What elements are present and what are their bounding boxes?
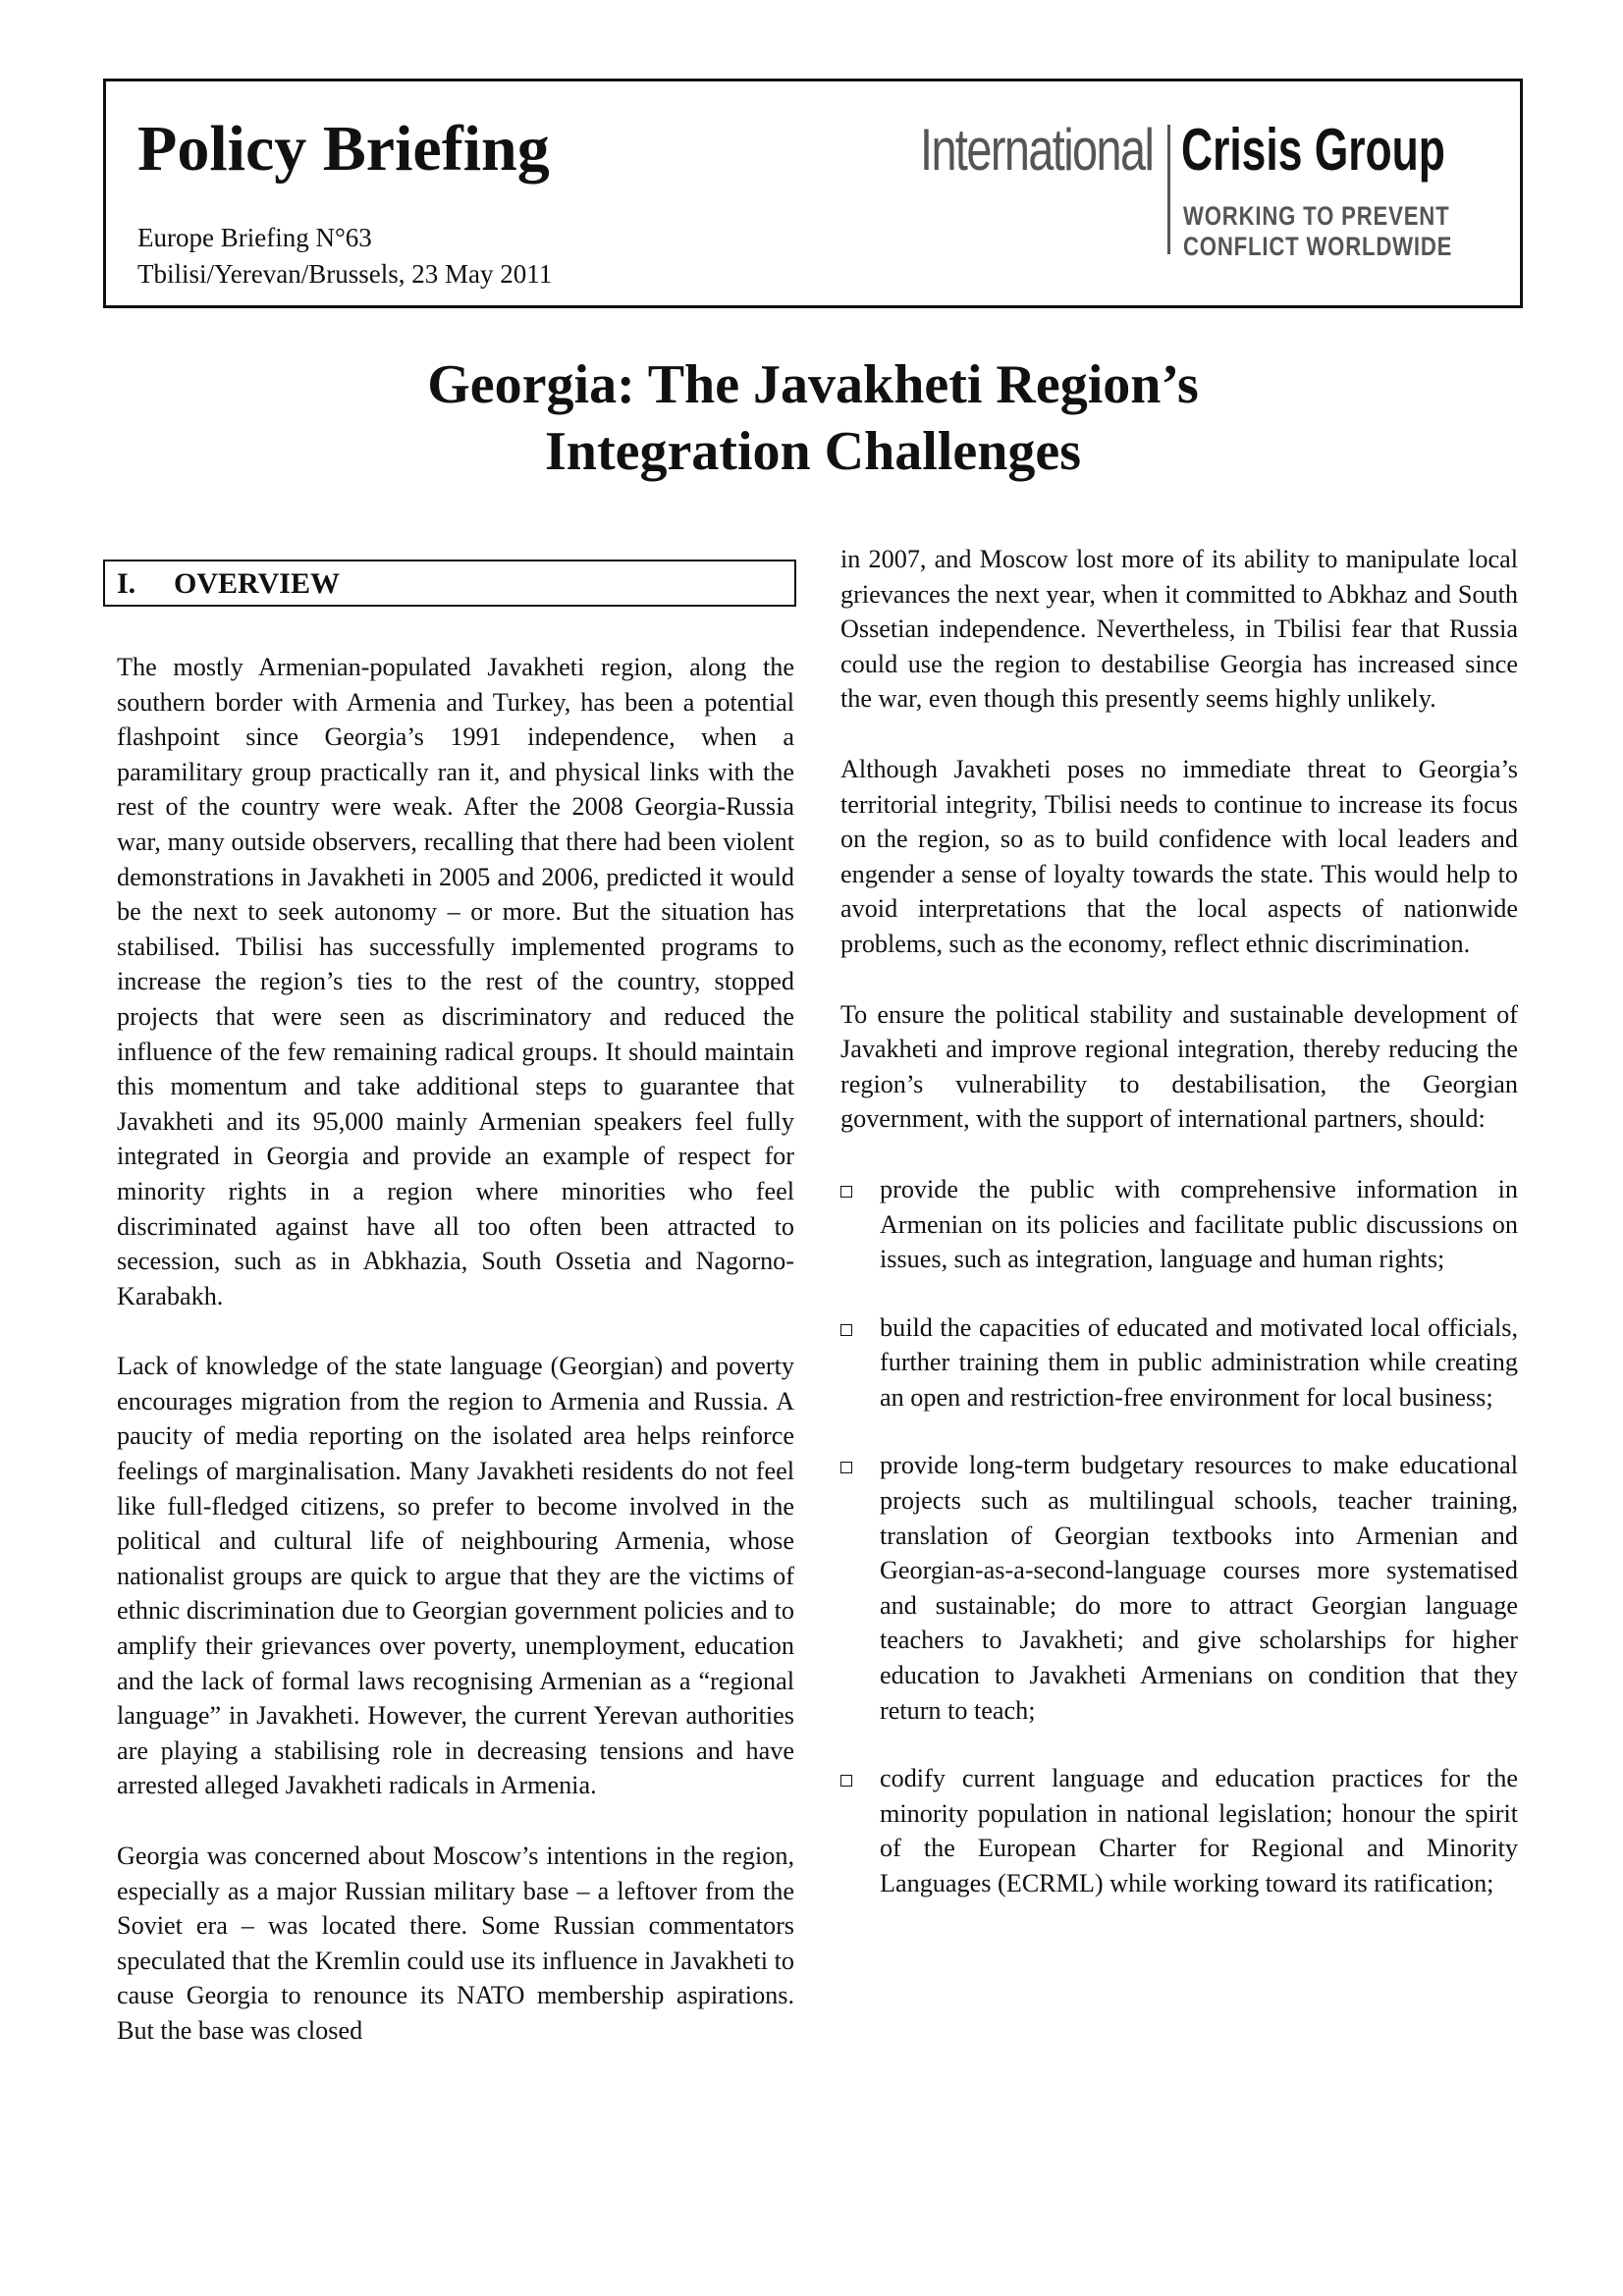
report-title bbox=[103, 351, 1523, 485]
section-number: I. bbox=[117, 567, 136, 600]
checkbox-bullet-icon bbox=[840, 1775, 852, 1787]
document-type: Policy Briefing bbox=[137, 113, 550, 185]
left-column bbox=[117, 560, 794, 2084]
checkbox-bullet-icon bbox=[840, 1324, 852, 1336]
crisis-group-logo bbox=[920, 117, 1494, 261]
overview-paragraph: in 2007, and Moscow lost more of its ability to manipulate local grievances the next year, when it committed to Abkhaz and South Ossetian independence. Nevertheless, in Tbilisi fear that Russia could use the region to destabilise Georgia has increased since the war, even though this presently seems highly unlikely. bbox=[840, 545, 1518, 714]
report-title-line2: Integration Challenges bbox=[545, 421, 1081, 482]
briefing-number: Europe Briefing N°63 bbox=[137, 223, 372, 252]
logo-word-crisis-group: Crisis Group bbox=[1181, 117, 1445, 183]
section-title: OVERVIEW bbox=[174, 567, 340, 600]
right-column bbox=[840, 542, 1518, 1935]
recommendation-text: build the capacities of educated and motivated local officials, further training them in public administration while creating an open and restriction-free environment for local business; bbox=[880, 1312, 1518, 1412]
recommendation-item bbox=[840, 1172, 1518, 1277]
recommendation-item bbox=[840, 1761, 1518, 1900]
overview-paragraph: To ensure the political stability and sustainable development of Javakheti and improve regional integration, thereby reducing the region’s vulnerability to destabilisation, the Georgian government, with the support of international partners, should: bbox=[840, 999, 1518, 1134]
checkbox-bullet-icon bbox=[840, 1462, 852, 1473]
logo-divider bbox=[1167, 125, 1170, 254]
logo-tagline-line1: WORKING TO PREVENT bbox=[1183, 201, 1450, 231]
recommendation-item bbox=[840, 1448, 1518, 1728]
briefing-place-date: Tbilisi/Yerevan/Brussels, 23 May 2011 bbox=[137, 259, 553, 289]
overview-paragraph: Georgia was concerned about Moscow’s intentions in the region, especially as a major Russian military base – a leftover from the Soviet era – was located there. Some Russian commentators speculated that the Kremlin could use its influence in Javakheti to cause Georgia to renounce its NATO membership aspirations. But the base was closed bbox=[117, 1842, 794, 2045]
logo-word-international: International bbox=[920, 117, 1154, 183]
report-title-line1: Georgia: The Javakheti Region’s bbox=[427, 354, 1199, 415]
logo-tagline-line2: CONFLICT WORLDWIDE bbox=[1183, 232, 1453, 261]
section-heading bbox=[103, 560, 796, 607]
recommendation-text: codify current language and education practices for the minority population in national legislation; honour the spirit of the European Charter for Regional and Minority Languages (ECRML) while working toward its ratification; bbox=[880, 1764, 1518, 1897]
checkbox-bullet-icon bbox=[840, 1186, 852, 1198]
overview-paragraph: Lack of knowledge of the state language (Georgian) and poverty encourages migration from the region to Armenia and Russia. A paucity of media reporting on the isolated area helps reinforce feelings of marginalisation. Many Javakheti residents do not feel like full-fledged citizens, so prefer to become involved in the political and cultural life of neighbouring Armenia, whose nationalist groups are quick to argue that they are the victims of ethnic discrimination due to Georgian government policies and to amplify their grievances over poverty, unemployment, education and the lack of formal laws recognising Armenian as a “regional language” in Javakheti. However, the current Yerevan authorities are playing a stabilising role in decreasing tensions and have arrested alleged Javakheti radicals in Armenia. bbox=[117, 1352, 794, 1800]
overview-paragraph: The mostly Armenian-populated Javakheti region, along the southern border with Armenia and Turkey, has been a potential flashpoint since Georgia’s 1991 independence, when a paramilitary group practically ran it, and physical links with the rest of the country were weak. After the 2008 Georgia-Russia war, many outside observers, recalling that there had been violent demonstrations in Javakheti in 2005 and 2006, predicted it would be the next to seek autonomy – or more. But the situation has stabilised. Tbilisi has successfully implemented programs to increase the region’s ties to the rest of the country, stopped projects that were seen as discriminatory and reduced the influence of the few remaining radical groups. It should maintain this momentum and take additional steps to guarantee that Javakheti and its 95,000 mainly Armenian speakers feel fully integrated in Georgia and provide an example of respect for minority rights in a region where minorities who feel discriminated against have all too often been attracted to secession, such as in Abkhazia, South Ossetia and Nagorno-Karabakh. bbox=[117, 653, 794, 1310]
recommendation-text: provide long-term budgetary resources to make educational projects such as multilingual schools, teacher training, translation of Georgian textbooks into Armenian and Georgian-as-a-second-language courses more systematised and sustainable; do more to attract Georgian language teachers to Javakheti; and give scholarships for higher education to Javakheti Armenians on condition that they return to teach; bbox=[880, 1451, 1518, 1725]
recommendation-text: provide the public with comprehensive information in Armenian on its policies and facilitate public discussions on issues, such as integration, language and human rights; bbox=[880, 1174, 1518, 1274]
overview-paragraph: Although Javakheti poses no immediate threat to Georgia’s territorial integrity, Tbilisi needs to continue to increase its focus on the region, so as to build confidence with local leaders and engender a sense of loyalty towards the state. This would help to avoid interpretations that the local aspects of nationwide problems, such as the economy, reflect ethnic discrimination. bbox=[840, 754, 1518, 958]
recommendation-item bbox=[840, 1310, 1518, 1415]
header-box bbox=[103, 79, 1523, 308]
